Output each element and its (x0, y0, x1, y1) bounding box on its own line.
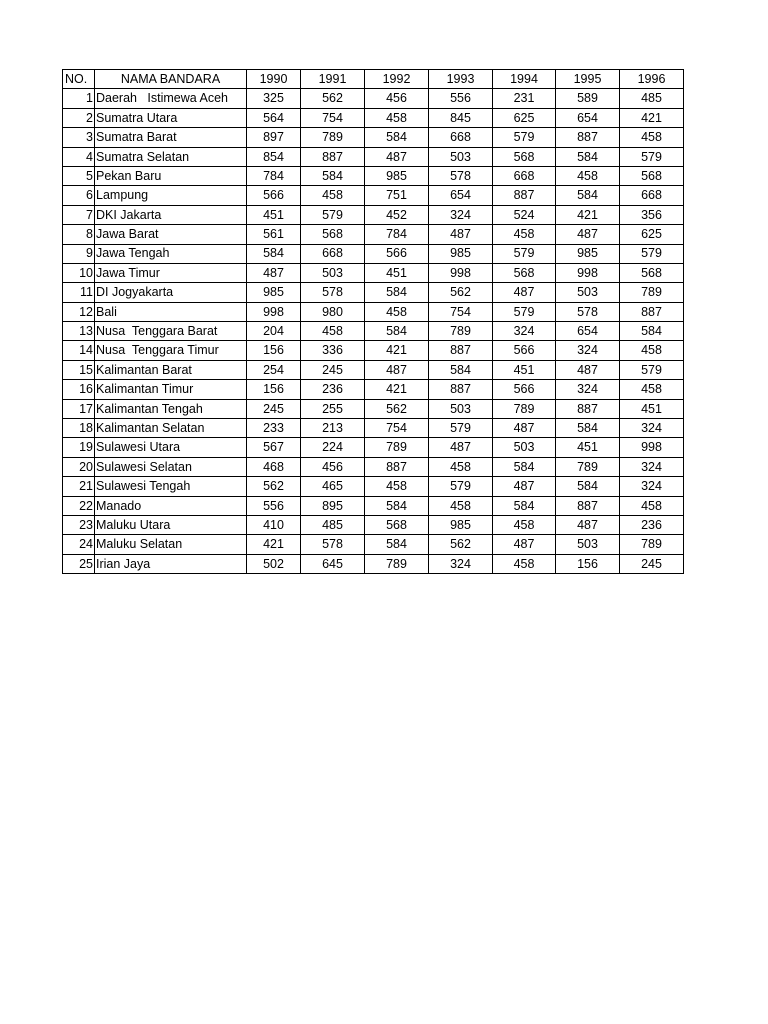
value-cell: 458 (365, 108, 429, 127)
value-cell: 998 (556, 263, 620, 282)
value-cell: 654 (429, 186, 493, 205)
value-cell: 562 (429, 535, 493, 554)
value-cell: 245 (301, 360, 365, 379)
header-year-1990: 1990 (247, 70, 301, 89)
table-row (63, 263, 684, 282)
airport-name-cell: Irian Jaya (95, 554, 247, 573)
row-number-cell: 15 (63, 360, 95, 379)
value-cell: 487 (556, 360, 620, 379)
value-cell: 579 (620, 244, 684, 263)
value-cell: 568 (620, 263, 684, 282)
value-cell: 654 (556, 322, 620, 341)
value-cell: 845 (429, 108, 493, 127)
airport-name-cell: Bali (95, 302, 247, 321)
value-cell: 451 (620, 399, 684, 418)
value-cell: 579 (493, 302, 556, 321)
airport-name-cell: Kalimantan Selatan (95, 419, 247, 438)
value-cell: 567 (247, 438, 301, 457)
value-cell: 562 (429, 283, 493, 302)
row-number-cell: 19 (63, 438, 95, 457)
value-cell: 998 (620, 438, 684, 457)
table-row (63, 225, 684, 244)
value-cell: 784 (365, 225, 429, 244)
value-cell: 754 (301, 108, 365, 127)
value-cell: 579 (429, 419, 493, 438)
value-cell: 458 (620, 496, 684, 515)
value-cell: 458 (301, 186, 365, 205)
value-cell: 458 (493, 554, 556, 573)
value-cell: 568 (493, 147, 556, 166)
value-cell: 452 (365, 205, 429, 224)
header-year-1992: 1992 (365, 70, 429, 89)
row-number-cell: 11 (63, 283, 95, 302)
value-cell: 566 (493, 380, 556, 399)
airport-name-cell: Jawa Barat (95, 225, 247, 244)
row-number-cell: 21 (63, 477, 95, 496)
value-cell: 562 (365, 399, 429, 418)
airport-name-cell: Sumatra Utara (95, 108, 247, 127)
value-cell: 887 (556, 399, 620, 418)
value-cell: 458 (429, 496, 493, 515)
row-number-cell: 9 (63, 244, 95, 263)
value-cell: 468 (247, 457, 301, 476)
value-cell: 654 (556, 108, 620, 127)
value-cell: 562 (247, 477, 301, 496)
value-cell: 578 (301, 283, 365, 302)
value-cell: 566 (247, 186, 301, 205)
row-number-cell: 10 (63, 263, 95, 282)
row-number-cell: 23 (63, 515, 95, 534)
value-cell: 556 (247, 496, 301, 515)
value-cell: 236 (301, 380, 365, 399)
value-cell: 887 (365, 457, 429, 476)
value-cell: 887 (429, 341, 493, 360)
value-cell: 887 (493, 186, 556, 205)
value-cell: 789 (620, 283, 684, 302)
value-cell: 998 (429, 263, 493, 282)
table-row (63, 128, 684, 147)
value-cell: 584 (365, 322, 429, 341)
value-cell: 578 (556, 302, 620, 321)
value-cell: 224 (301, 438, 365, 457)
value-cell: 584 (556, 419, 620, 438)
value-cell: 324 (429, 205, 493, 224)
row-number-cell: 18 (63, 419, 95, 438)
value-cell: 421 (556, 205, 620, 224)
airport-name-cell: DI Jogyakarta (95, 283, 247, 302)
value-cell: 503 (556, 535, 620, 554)
value-cell: 458 (365, 477, 429, 496)
value-cell: 668 (620, 186, 684, 205)
table-row (63, 515, 684, 534)
value-cell: 754 (429, 302, 493, 321)
row-number-cell: 20 (63, 457, 95, 476)
value-cell: 255 (301, 399, 365, 418)
value-cell: 156 (247, 341, 301, 360)
value-cell: 668 (429, 128, 493, 147)
header-year-1991: 1991 (301, 70, 365, 89)
value-cell: 156 (247, 380, 301, 399)
value-cell: 502 (247, 554, 301, 573)
value-cell: 985 (429, 244, 493, 263)
value-cell: 579 (493, 244, 556, 263)
value-cell: 625 (620, 225, 684, 244)
value-cell: 458 (493, 225, 556, 244)
value-cell: 503 (429, 399, 493, 418)
value-cell: 456 (365, 89, 429, 108)
table-row (63, 205, 684, 224)
table-row (63, 322, 684, 341)
airport-name-cell: Manado (95, 496, 247, 515)
row-number-cell: 12 (63, 302, 95, 321)
value-cell: 458 (556, 166, 620, 185)
value-cell: 325 (247, 89, 301, 108)
value-cell: 578 (429, 166, 493, 185)
value-cell: 451 (493, 360, 556, 379)
table-row (63, 89, 684, 108)
value-cell: 254 (247, 360, 301, 379)
value-cell: 485 (301, 515, 365, 534)
value-cell: 458 (620, 341, 684, 360)
table-row (63, 554, 684, 573)
value-cell: 789 (620, 535, 684, 554)
value-cell: 887 (620, 302, 684, 321)
header-nama-bandara: NAMA BANDARA (95, 70, 247, 89)
value-cell: 887 (429, 380, 493, 399)
value-cell: 458 (620, 128, 684, 147)
value-cell: 584 (493, 496, 556, 515)
value-cell: 887 (556, 496, 620, 515)
value-cell: 625 (493, 108, 556, 127)
table-row (63, 419, 684, 438)
value-cell: 458 (301, 322, 365, 341)
value-cell: 487 (493, 535, 556, 554)
value-cell: 245 (247, 399, 301, 418)
airport-name-cell: DKI Jakarta (95, 205, 247, 224)
value-cell: 156 (556, 554, 620, 573)
value-cell: 579 (493, 128, 556, 147)
value-cell: 998 (247, 302, 301, 321)
table-row (63, 399, 684, 418)
value-cell: 668 (493, 166, 556, 185)
value-cell: 204 (247, 322, 301, 341)
value-cell: 487 (556, 225, 620, 244)
row-number-cell: 17 (63, 399, 95, 418)
value-cell: 487 (247, 263, 301, 282)
table-row (63, 457, 684, 476)
value-cell: 789 (429, 322, 493, 341)
value-cell: 503 (301, 263, 365, 282)
value-cell: 854 (247, 147, 301, 166)
value-cell: 784 (247, 166, 301, 185)
value-cell: 751 (365, 186, 429, 205)
value-cell: 458 (365, 302, 429, 321)
value-cell: 503 (493, 438, 556, 457)
value-cell: 789 (301, 128, 365, 147)
table-row (63, 302, 684, 321)
table-row (63, 283, 684, 302)
value-cell: 985 (429, 515, 493, 534)
header-year-1995: 1995 (556, 70, 620, 89)
value-cell: 568 (365, 515, 429, 534)
value-cell: 410 (247, 515, 301, 534)
table-row (63, 380, 684, 399)
value-cell: 458 (493, 515, 556, 534)
value-cell: 584 (247, 244, 301, 263)
value-cell: 566 (493, 341, 556, 360)
value-cell: 579 (429, 477, 493, 496)
table-header-row (63, 70, 684, 89)
table-row (63, 438, 684, 457)
row-number-cell: 24 (63, 535, 95, 554)
airport-data-table (62, 69, 684, 574)
value-cell: 584 (556, 147, 620, 166)
airport-name-cell: Daerah Istimewa Aceh (95, 89, 247, 108)
value-cell: 503 (556, 283, 620, 302)
value-cell: 324 (620, 457, 684, 476)
header-year-1994: 1994 (493, 70, 556, 89)
value-cell: 458 (429, 457, 493, 476)
value-cell: 579 (301, 205, 365, 224)
row-number-cell: 14 (63, 341, 95, 360)
row-number-cell: 25 (63, 554, 95, 573)
row-number-cell: 7 (63, 205, 95, 224)
table-row (63, 496, 684, 515)
row-number-cell: 2 (63, 108, 95, 127)
value-cell: 213 (301, 419, 365, 438)
value-cell: 579 (620, 147, 684, 166)
row-number-cell: 1 (63, 89, 95, 108)
header-no: NO. (63, 70, 95, 89)
value-cell: 487 (365, 147, 429, 166)
table-row (63, 477, 684, 496)
value-cell: 324 (620, 419, 684, 438)
airport-name-cell: Jawa Tengah (95, 244, 247, 263)
value-cell: 754 (365, 419, 429, 438)
table-row (63, 108, 684, 127)
value-cell: 421 (620, 108, 684, 127)
table-row (63, 166, 684, 185)
airport-name-cell: Jawa Timur (95, 263, 247, 282)
value-cell: 487 (493, 283, 556, 302)
airport-name-cell: Sumatra Barat (95, 128, 247, 147)
table-row (63, 186, 684, 205)
table-row (63, 535, 684, 554)
airport-name-cell: Kalimantan Tengah (95, 399, 247, 418)
value-cell: 568 (493, 263, 556, 282)
header-year-1993: 1993 (429, 70, 493, 89)
value-cell: 584 (301, 166, 365, 185)
airport-name-cell: Maluku Utara (95, 515, 247, 534)
value-cell: 324 (556, 341, 620, 360)
value-cell: 487 (556, 515, 620, 534)
row-number-cell: 3 (63, 128, 95, 147)
value-cell: 487 (429, 225, 493, 244)
value-cell: 556 (429, 89, 493, 108)
value-cell: 887 (556, 128, 620, 147)
value-cell: 789 (556, 457, 620, 476)
airport-name-cell: Kalimantan Barat (95, 360, 247, 379)
value-cell: 985 (247, 283, 301, 302)
value-cell: 421 (247, 535, 301, 554)
value-cell: 584 (556, 477, 620, 496)
value-cell: 458 (620, 380, 684, 399)
row-number-cell: 6 (63, 186, 95, 205)
airport-name-cell: Sumatra Selatan (95, 147, 247, 166)
value-cell: 456 (301, 457, 365, 476)
value-cell: 789 (365, 438, 429, 457)
airport-name-cell: Lampung (95, 186, 247, 205)
row-number-cell: 13 (63, 322, 95, 341)
row-number-cell: 22 (63, 496, 95, 515)
value-cell: 561 (247, 225, 301, 244)
value-cell: 231 (493, 89, 556, 108)
value-cell: 503 (429, 147, 493, 166)
airport-name-cell: Maluku Selatan (95, 535, 247, 554)
value-cell: 568 (620, 166, 684, 185)
value-cell: 645 (301, 554, 365, 573)
airport-name-cell: Sulawesi Utara (95, 438, 247, 457)
value-cell: 789 (365, 554, 429, 573)
table-body (63, 89, 684, 574)
value-cell: 668 (301, 244, 365, 263)
value-cell: 985 (556, 244, 620, 263)
value-cell: 421 (365, 380, 429, 399)
value-cell: 421 (365, 341, 429, 360)
value-cell: 485 (620, 89, 684, 108)
value-cell: 487 (429, 438, 493, 457)
value-cell: 584 (365, 535, 429, 554)
table-row (63, 360, 684, 379)
value-cell: 524 (493, 205, 556, 224)
value-cell: 236 (620, 515, 684, 534)
value-cell: 465 (301, 477, 365, 496)
table-row (63, 244, 684, 263)
value-cell: 897 (247, 128, 301, 147)
value-cell: 451 (556, 438, 620, 457)
airport-name-cell: Sulawesi Selatan (95, 457, 247, 476)
airport-name-cell: Sulawesi Tengah (95, 477, 247, 496)
header-year-1996: 1996 (620, 70, 684, 89)
value-cell: 584 (556, 186, 620, 205)
value-cell: 564 (247, 108, 301, 127)
value-cell: 324 (429, 554, 493, 573)
value-cell: 324 (620, 477, 684, 496)
value-cell: 584 (365, 496, 429, 515)
value-cell: 584 (620, 322, 684, 341)
table-row (63, 341, 684, 360)
row-number-cell: 4 (63, 147, 95, 166)
value-cell: 887 (301, 147, 365, 166)
value-cell: 980 (301, 302, 365, 321)
value-cell: 584 (365, 128, 429, 147)
row-number-cell: 8 (63, 225, 95, 244)
value-cell: 324 (556, 380, 620, 399)
table-row (63, 147, 684, 166)
value-cell: 562 (301, 89, 365, 108)
value-cell: 584 (493, 457, 556, 476)
value-cell: 487 (493, 477, 556, 496)
value-cell: 985 (365, 166, 429, 185)
value-cell: 895 (301, 496, 365, 515)
value-cell: 336 (301, 341, 365, 360)
value-cell: 584 (365, 283, 429, 302)
value-cell: 245 (620, 554, 684, 573)
airport-name-cell: Pekan Baru (95, 166, 247, 185)
value-cell: 356 (620, 205, 684, 224)
row-number-cell: 5 (63, 166, 95, 185)
row-number-cell: 16 (63, 380, 95, 399)
value-cell: 451 (365, 263, 429, 282)
value-cell: 584 (429, 360, 493, 379)
airport-name-cell: Nusa Tenggara Barat (95, 322, 247, 341)
value-cell: 566 (365, 244, 429, 263)
value-cell: 451 (247, 205, 301, 224)
value-cell: 789 (493, 399, 556, 418)
value-cell: 324 (493, 322, 556, 341)
airport-name-cell: Nusa Tenggara Timur (95, 341, 247, 360)
airport-name-cell: Kalimantan Timur (95, 380, 247, 399)
value-cell: 233 (247, 419, 301, 438)
value-cell: 568 (301, 225, 365, 244)
value-cell: 578 (301, 535, 365, 554)
value-cell: 487 (365, 360, 429, 379)
value-cell: 589 (556, 89, 620, 108)
value-cell: 487 (493, 419, 556, 438)
value-cell: 579 (620, 360, 684, 379)
